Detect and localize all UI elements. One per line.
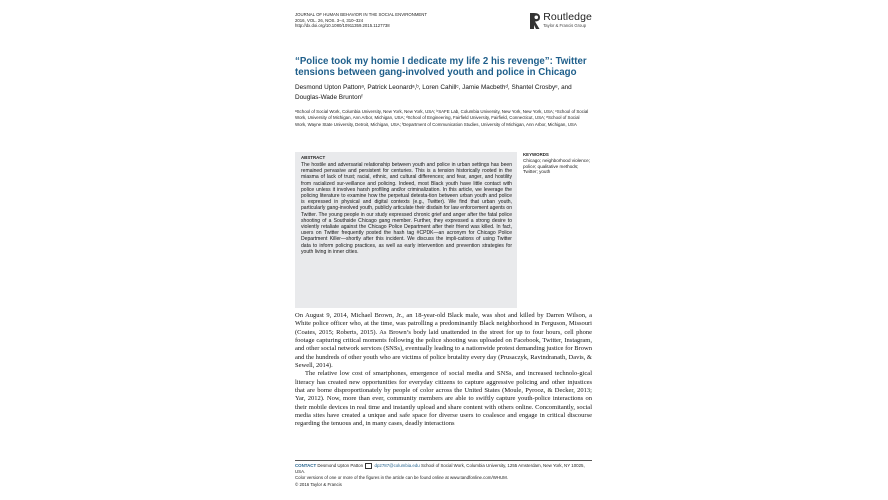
body-paragraph-1: On August 9, 2014, Michael Brown, Jr., an 18-year-old Black male, was shot and killed by Darren Wilson, a White police officer who, at the time, was patrolling a predominantly Black neighborhood in Ferguson, Missouri (Coates, 2015; Roberts, 2015). As Brown’s body laid unattended in the street for up to four hours, cell phone footage capturing critical moments following the police shooting was uploaded on Facebook, Twitter, Instagram, and other social network services (SNSs), eventually leading to a nationwide protest demanding justice for Brown and the hundreds of other youth who are victims of police brutality every day (Prusaczyk, Ravindranath, Davis, & Sewell, 2014).	[295, 312, 592, 370]
routledge-r-icon	[530, 12, 540, 30]
publisher-logo	[530, 12, 592, 30]
footer-divider	[295, 460, 592, 461]
journal-doi: http://dx.doi.org/10.1080/10911359.2015.1127738	[295, 23, 390, 29]
color-note: Color versions of one or more of the figures in the article can be found online at www.tandfonline.com/WHUM.	[295, 475, 509, 481]
publisher-name: Routledge	[543, 11, 592, 23]
keywords-section	[523, 152, 592, 175]
article-title: “Police took my homie I dedicate my life 2 his revenge”: Twitter tensions between gang-involved youth and police in Chicago	[295, 56, 587, 78]
footer-notes	[295, 463, 592, 488]
publisher-subtitle: Taylor & Francis Group	[543, 23, 587, 28]
abstract-text: The hostile and adversarial relationship between youth and police in urban settings has been remained pervasive and persistent for centuries. This is a tension historically rooted in the miasma of lack of trust; racial, ethnic, and cultural differences; and fear, anger, and hostility from racialized sur-veillance and policing. Indeed, most Black youth have little contact with police unless it involves harsh profiling and/or criminalization. In this article, we leverage the policing literature to examine how the perpetual detesta-tion between urban youth and police is expressed in physical and digital contexts (e.g., Twitter). We find that urban youth, particularly gang-involved youth, publicly articulate their disdain for law enforcement agents on Twitter. The young people in our study expressed chronic grief and anger after the fatal police shooting of a Southside Chicago gang member. Further, they expressed a strong desire to violently retaliate against the Chicago Police Department after their friend was killed. In fact, users on Twitter frequently posted the hash tag #CPDK—an acronym for Chicago Police Department Killer—shortly after this incident. We discuss the impli-cations of using Twitter data to inform policing practices, as well as early intervention and prevention strategies for youth living in inner cities.	[301, 162, 512, 255]
body-paragraph-2: The relative low cost of smartphones, emergence of social media and SNSs, and increased technolo-gical literacy has created new opportunities for everyday citizens to capture aggressive policing and other injustices that are borne disproportionately by people of color across the United States (Moule, Pyrooz, & Decker, 2013; Yar, 2012). Now, more than ever, community members are able to swiftly capture youth-police interactions on their mobile devices in real time and instantly upload and share content with others online. Concomitantly, social media sites have created a unique and safe space for diverse users to coalesce and engage in critical discourse regarding the tenuous and, in many cases, deadly interactions	[295, 370, 592, 428]
copyright: © 2016 Taylor & Francis	[295, 481, 342, 487]
journal-name: JOURNAL OF HUMAN BEHAVIOR IN THE SOCIAL ENVIRONMENT	[295, 12, 428, 17]
contact-name: Desmond Upton Patton	[317, 463, 364, 468]
contact-address: School of Social Work, Columbia University, 1255 Amsterdam, New York, NY 10025, USA.	[295, 463, 585, 475]
contact-label: CONTACT	[295, 463, 317, 468]
affiliations: ᵃSchool of Social Work, Columbia University, New York, New York, USA; ᵇSAFE Lab, Columbia University, New York, New York, USA; ᶜSchool of Social Work, University of Michigan, Ann Arbor, Michigan, USA; ᵈSchool of Engineering, Fairfield University, Fairfield, Connecticut, USA; ᵉSchool of Social Work, Wayne State University, Detroit, Michigan, USA; ᶠDepartment of Communication Studies, University of Michigan, Ann Arbor, Michigan, USA	[295, 109, 589, 127]
journal-volume: 2016, VOL. 26, NOS. 3–4, 310–324	[295, 17, 364, 23]
author-list: Desmond Upton Pattonᵃ, Patrick Leonardᵃ,ᵇ, Loren Cahillᶜ, Jamie Macbethᵈ, Shantel Crosbyᵉ, and Douglas-Wade Bruntonᶠ	[295, 84, 572, 101]
abstract-box	[295, 152, 517, 308]
contact-email[interactable]: dp2787@columbia.edu	[374, 463, 420, 468]
abstract-heading: ABSTRACT	[301, 155, 326, 160]
journal-header	[295, 12, 427, 29]
body-text	[295, 312, 592, 429]
contact-line	[295, 463, 592, 475]
article-page	[295, 12, 592, 500]
email-icon	[365, 463, 372, 469]
keywords-text: Chicago; neighborhood violence; police; qualitative methods; Twitter; youth	[523, 158, 590, 175]
keywords-heading: KEYWORDS	[523, 152, 549, 157]
